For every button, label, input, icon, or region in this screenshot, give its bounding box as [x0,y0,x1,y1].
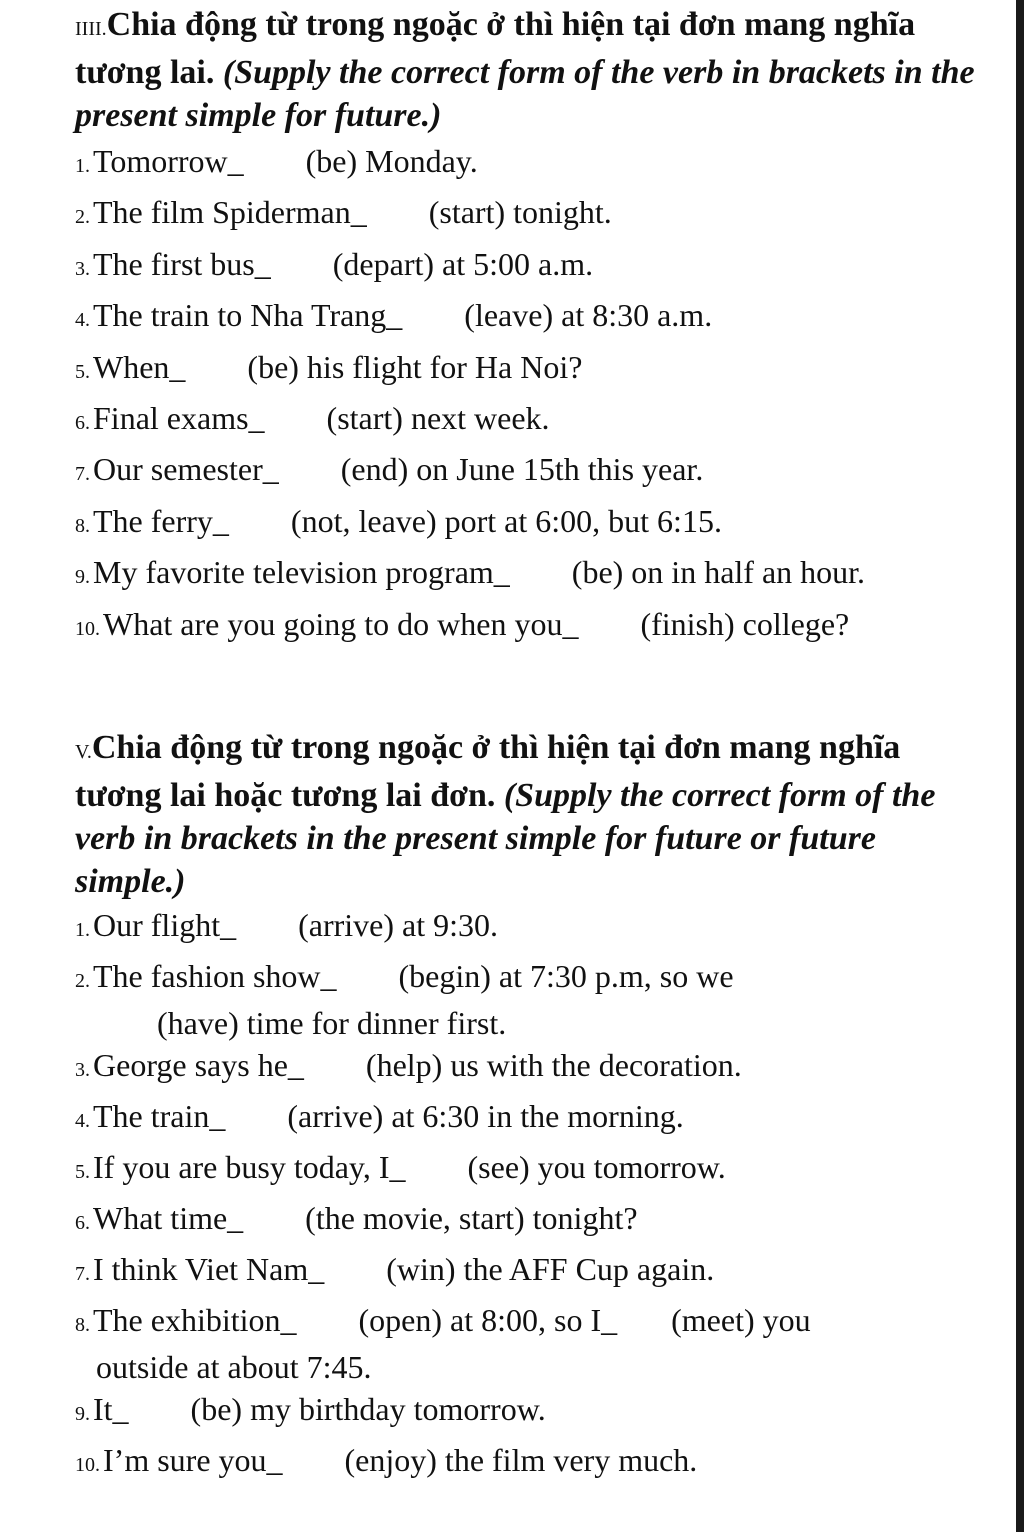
exercise-section-v [75,726,975,1490]
item-text-before-blank: Our semester_ [93,451,279,488]
section-title-vietnamese: Chia động từ trong ngoặc ở thì hiện tại đơn mang nghĩa tương lai. [75,6,916,91]
item-number: 2. [75,970,90,992]
item-text-after-blank: (depart) at 5:00 a.m. [332,245,594,282]
exercise-item [75,140,975,191]
exercise-item [75,1388,975,1439]
item-continuation-line: (have) time for dinner first. [157,1005,507,1041]
item-text-before-blank: What time_ [93,1200,244,1236]
item-text-before-blank: I think Viet Nam_ [93,1251,325,1287]
item-number: 10. [75,617,100,640]
item-text-after-blank: (be) his flight for Ha Noi? [247,348,583,385]
item-text-before-blank: The first bus_ [93,245,271,282]
item-text-after-second-blank: (meet) you [671,1302,811,1338]
exercise-item [75,955,975,1044]
item-number: 9. [75,1403,90,1425]
item-text-before-blank: The train_ [93,1098,226,1134]
exercise-item [75,551,975,602]
exercise-item [75,904,975,955]
item-text-before-blank: If you are busy today, I_ [93,1149,406,1185]
item-text-after-blank: (begin) at 7:30 p.m, so we [398,958,734,994]
item-text-after-blank: (end) on June 15th this year. [340,451,704,488]
item-number: 7. [75,463,90,486]
section-title-english: (Supply the correct form of the verb in brackets in the present simple for future.) [75,54,975,134]
exercise-section-iii [75,3,975,654]
item-number: 5. [75,360,90,383]
section-number: V. [75,741,92,763]
item-text-after-blank: (finish) college? [640,605,850,642]
item-text-before-blank: Our flight_ [93,907,237,943]
exercise-item [75,191,975,242]
section-title [75,3,975,137]
item-text-after-blank: (not, leave) port at 6:00, but 6:15. [290,502,722,539]
item-number: 4. [75,1110,90,1132]
item-text-after-blank: (start) tonight. [428,194,612,231]
item-number: 6. [75,411,90,434]
item-number: 1. [75,919,90,941]
exercise-item [75,294,975,345]
item-text-after-blank: (help) us with the decoration. [365,1047,742,1083]
exercise-item [75,1146,975,1197]
item-text-after-blank: (the movie, start) tonight? [305,1200,638,1236]
item-text-after-blank: (be) Monday. [305,143,478,179]
item-number: 7. [75,1263,90,1285]
section-title [75,726,975,903]
section-number: IIII. [75,18,107,40]
item-text-before-blank: My favorite television program_ [93,554,510,591]
exercise-item [75,500,975,551]
item-number: 3. [75,1059,90,1081]
exercise-item [75,1197,975,1248]
item-text-before-blank: Tomorrow_ [93,143,244,179]
item-number: 8. [75,1314,90,1336]
exercise-item [75,243,975,294]
item-text-before-blank: Final exams_ [93,399,265,436]
item-text-before-blank: The fashion show_ [93,958,337,994]
item-number: 5. [75,1161,90,1183]
exercise-item [75,448,975,499]
section-title-english: (Supply the correct form of the verb in brackets in the present simple for future or future simple.) [75,777,936,900]
item-text-before-blank: When_ [93,348,186,385]
item-text-before-blank: The film Spiderman_ [93,194,367,231]
item-text-after-blank: (leave) at 8:30 a.m. [464,297,713,334]
item-text-before-blank: The exhibition_ [93,1302,297,1338]
item-text-after-blank: (win) the AFF Cup again. [386,1251,715,1287]
exercise-item [75,1095,975,1146]
item-number: 2. [75,206,90,229]
item-text-after-blank: (be) on in half an hour. [571,554,866,591]
item-text-after-blank: (enjoy) the film very much. [344,1442,698,1478]
item-text-after-blank: (arrive) at 6:30 in the morning. [287,1098,684,1134]
item-number: 1. [75,155,90,177]
item-text-before-blank: I’m sure you_ [103,1442,283,1478]
item-text-after-blank: (arrive) at 9:30. [298,907,498,943]
item-text-before-blank: George says he_ [93,1047,304,1083]
exercise-list [75,904,975,1490]
exercise-item [75,1299,975,1388]
item-number: 10. [75,1454,100,1476]
item-text-before-blank: What are you going to do when you_ [103,605,579,642]
item-text-before-blank: The ferry_ [93,502,229,539]
item-text-after-blank: (open) at 8:00, so I_ [358,1302,618,1338]
item-number: 4. [75,309,90,332]
item-number: 6. [75,1212,90,1234]
exercise-item [75,1044,975,1095]
exercise-item [75,1248,975,1299]
item-text-after-blank: (be) my birthday tomorrow. [190,1391,546,1427]
section-title-vietnamese: Chia động từ trong ngoặc ở thì hiện tại đơn mang nghĩa tương lai hoặc tương lai đơn. [75,729,901,814]
exercise-item [75,1439,975,1490]
item-text-after-blank: (start) next week. [326,399,550,436]
item-text-before-blank: It_ [93,1391,129,1427]
item-text-before-blank: The train to Nha Trang_ [93,297,403,334]
exercise-item [75,397,975,448]
exercise-item [75,346,975,397]
item-continuation-line: outside at about 7:45. [96,1349,372,1385]
item-text-after-blank: (see) you tomorrow. [467,1149,726,1185]
item-number: 8. [75,514,90,537]
item-number: 3. [75,257,90,280]
exercise-item [75,603,975,654]
exercise-list [75,140,975,654]
item-number: 9. [75,566,90,589]
